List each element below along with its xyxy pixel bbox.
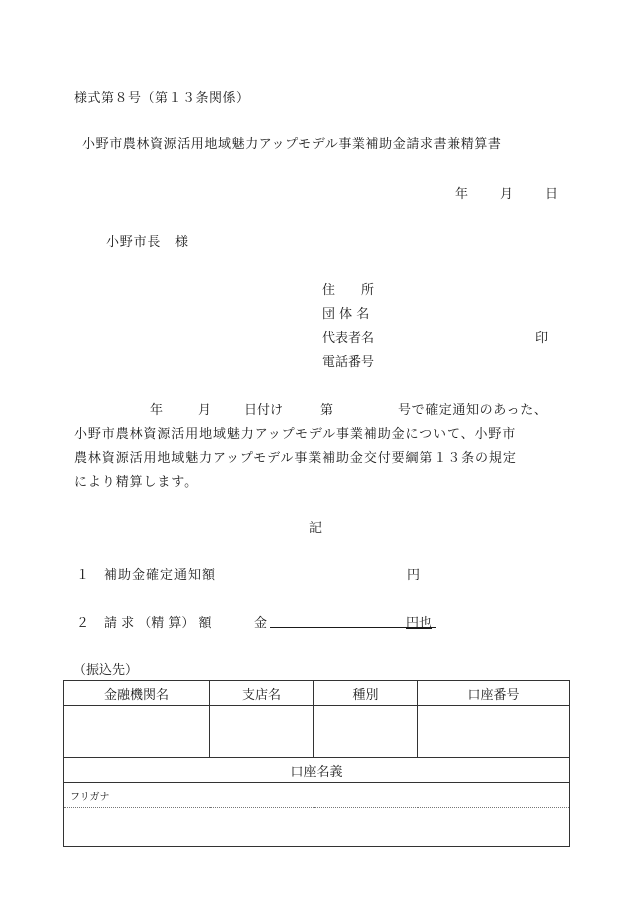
item2-number: ２ (76, 616, 90, 631)
seal-mark: 印 (535, 331, 549, 346)
account-type-cell[interactable] (314, 706, 418, 758)
form-number: 様式第８号（第１３条関係） (74, 91, 250, 106)
item2-unit: 円也 (406, 616, 433, 631)
item2-prefix: 金 (254, 616, 268, 631)
body-line1-rest: 号で確定通知のあった、 (398, 403, 548, 418)
item2-label: 請 求 （精 算） 額 (104, 616, 212, 631)
phone-label: 電話番号 (322, 355, 375, 370)
account-holder-label: 口座名義 (64, 758, 570, 783)
item1-unit: 円 (407, 568, 421, 583)
body-line3: 農林資源活用地域魅力アップモデル事業補助金交付要綱第１３条の規定 (74, 451, 517, 466)
date-day-label: 日 (545, 187, 559, 202)
body-line2: 小野市農林資源活用地域魅力アップモデル事業補助金について、小野市 (74, 427, 517, 442)
column-branch-name: 支店名 (210, 681, 314, 706)
date-year-label: 年 (455, 187, 469, 202)
body-year: 年 (150, 403, 164, 418)
body-day-suffix: 日付け (244, 403, 284, 418)
addressee: 小野市長 様 (106, 235, 189, 250)
document-title: 小野市農林資源活用地域魅力アップモデル事業補助金請求書兼精算書 (82, 137, 502, 152)
body-dai: 第 (320, 403, 334, 418)
bank-name-cell[interactable] (64, 706, 210, 758)
address-label: 住 所 (322, 283, 375, 298)
body-line4: により精算します。 (74, 475, 199, 490)
column-bank-name: 金融機関名 (64, 681, 210, 706)
organization-label: 団 体 名 (322, 307, 370, 322)
representative-label: 代表者名 (322, 331, 375, 346)
account-holder-name-cell[interactable] (64, 808, 570, 847)
column-account-type: 種別 (314, 681, 418, 706)
bank-account-table (63, 680, 570, 847)
record-heading: 記 (309, 521, 323, 536)
furigana-label[interactable]: フリガナ (64, 783, 570, 808)
branch-name-cell[interactable] (210, 706, 314, 758)
account-number-cell[interactable] (418, 706, 570, 758)
item1-number: １ (76, 568, 90, 583)
item1-label: 補助金確定通知額 (104, 568, 217, 583)
date-month-label: 月 (500, 187, 514, 202)
column-account-number: 口座番号 (418, 681, 570, 706)
bank-caption: （振込先） (73, 663, 139, 678)
body-month: 月 (198, 403, 212, 418)
